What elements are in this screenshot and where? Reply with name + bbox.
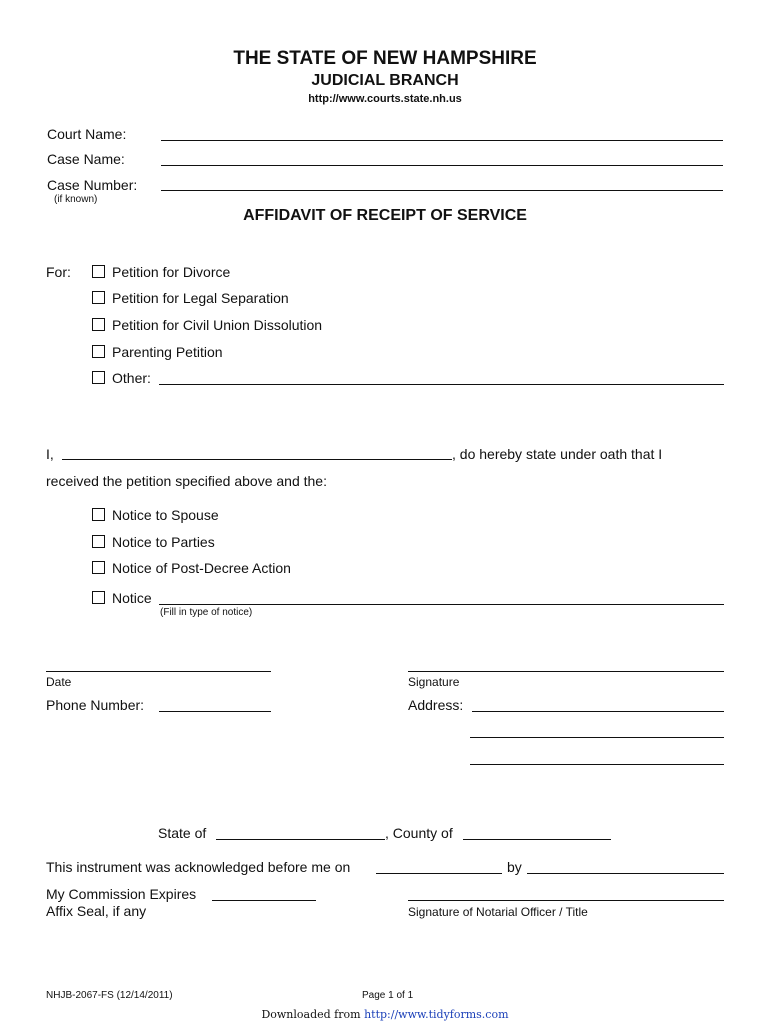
county-of-field[interactable] — [463, 839, 611, 840]
commission-expires-field[interactable] — [212, 900, 316, 901]
affiant-name-field[interactable] — [62, 459, 452, 460]
county-of-label: , County of — [385, 825, 453, 841]
branch-heading: JUDICIAL BRANCH — [311, 72, 459, 89]
notice-spouse-label: Notice to Spouse — [112, 507, 219, 523]
signature-field[interactable] — [408, 671, 724, 672]
notice-spouse-checkbox[interactable] — [92, 508, 105, 521]
case-name-field[interactable] — [161, 165, 723, 166]
page-number: Page 1 of 1 — [362, 990, 414, 1001]
notice-fill-hint: (Fill in type of notice) — [160, 607, 253, 618]
date-field[interactable] — [46, 671, 271, 672]
civil-union-checkbox[interactable] — [92, 318, 105, 331]
notice-post-decree-checkbox[interactable] — [92, 561, 105, 574]
legal-separation-checkbox[interactable] — [92, 291, 105, 304]
acknowledged-date-field[interactable] — [376, 873, 502, 874]
form-title: AFFIDAVIT OF RECEIPT OF SERVICE — [243, 207, 527, 224]
affix-seal-label: Affix Seal, if any — [46, 903, 147, 919]
acknowledged-label: This instrument was acknowledged before me on — [46, 859, 351, 875]
case-name-label: Case Name: — [47, 151, 125, 167]
form-id: NHJB-2067-FS (12/14/2011) — [46, 990, 173, 1001]
date-label: Date — [46, 675, 72, 689]
tidyforms-link[interactable]: http://www.tidyforms.com — [364, 1008, 509, 1021]
address-label: Address: — [408, 697, 464, 713]
case-number-field[interactable] — [161, 190, 723, 191]
address-line-1[interactable] — [472, 711, 724, 712]
if-known-note: (if known) — [54, 194, 98, 205]
parenting-option-label: Parenting Petition — [112, 344, 223, 360]
by-label: by — [507, 859, 522, 875]
downloaded-prefix: Downloaded from — [261, 1008, 365, 1021]
notice-type-field[interactable] — [159, 604, 724, 605]
statement-prefix: I, — [46, 446, 54, 462]
court-name-field[interactable] — [161, 140, 723, 141]
statement-line2: received the petition specified above and the: — [46, 473, 327, 489]
legal-separation-option-label: Petition for Legal Separation — [112, 290, 289, 306]
civil-union-option-label: Petition for Civil Union Dissolution — [112, 317, 323, 333]
phone-label: Phone Number: — [46, 697, 145, 713]
commission-label: My Commission Expires — [46, 886, 197, 902]
notice-other-checkbox[interactable] — [92, 591, 105, 604]
acknowledged-by-field[interactable] — [527, 873, 724, 874]
parenting-checkbox[interactable] — [92, 345, 105, 358]
address-line-3[interactable] — [470, 764, 724, 765]
divorce-option-label: Petition for Divorce — [112, 264, 231, 280]
state-heading: THE STATE OF NEW HAMPSHIRE — [233, 48, 537, 69]
notice-parties-checkbox[interactable] — [92, 535, 105, 548]
other-option-label: Other: — [112, 370, 151, 386]
other-field[interactable] — [159, 384, 724, 385]
phone-field[interactable] — [159, 711, 271, 712]
for-label: For: — [46, 264, 71, 280]
notarial-signature-label: Signature of Notarial Officer / Title — [408, 905, 588, 919]
notice-parties-label: Notice to Parties — [112, 534, 215, 550]
statement-suffix: , do hereby state under oath that I — [452, 446, 663, 462]
state-of-label: State of — [158, 825, 207, 841]
other-checkbox[interactable] — [92, 371, 105, 384]
divorce-checkbox[interactable] — [92, 265, 105, 278]
court-name-label: Court Name: — [47, 126, 127, 142]
signature-label: Signature — [408, 675, 460, 689]
court-url[interactable]: http://www.courts.state.nh.us — [308, 93, 462, 105]
downloaded-from — [0, 1008, 770, 1021]
case-number-label: Case Number: — [47, 177, 138, 193]
notarial-signature-field[interactable] — [408, 900, 724, 901]
notice-post-decree-label: Notice of Post-Decree Action — [112, 560, 291, 576]
address-line-2[interactable] — [470, 737, 724, 738]
state-of-field[interactable] — [216, 839, 385, 840]
notice-other-label: Notice — [112, 590, 152, 606]
